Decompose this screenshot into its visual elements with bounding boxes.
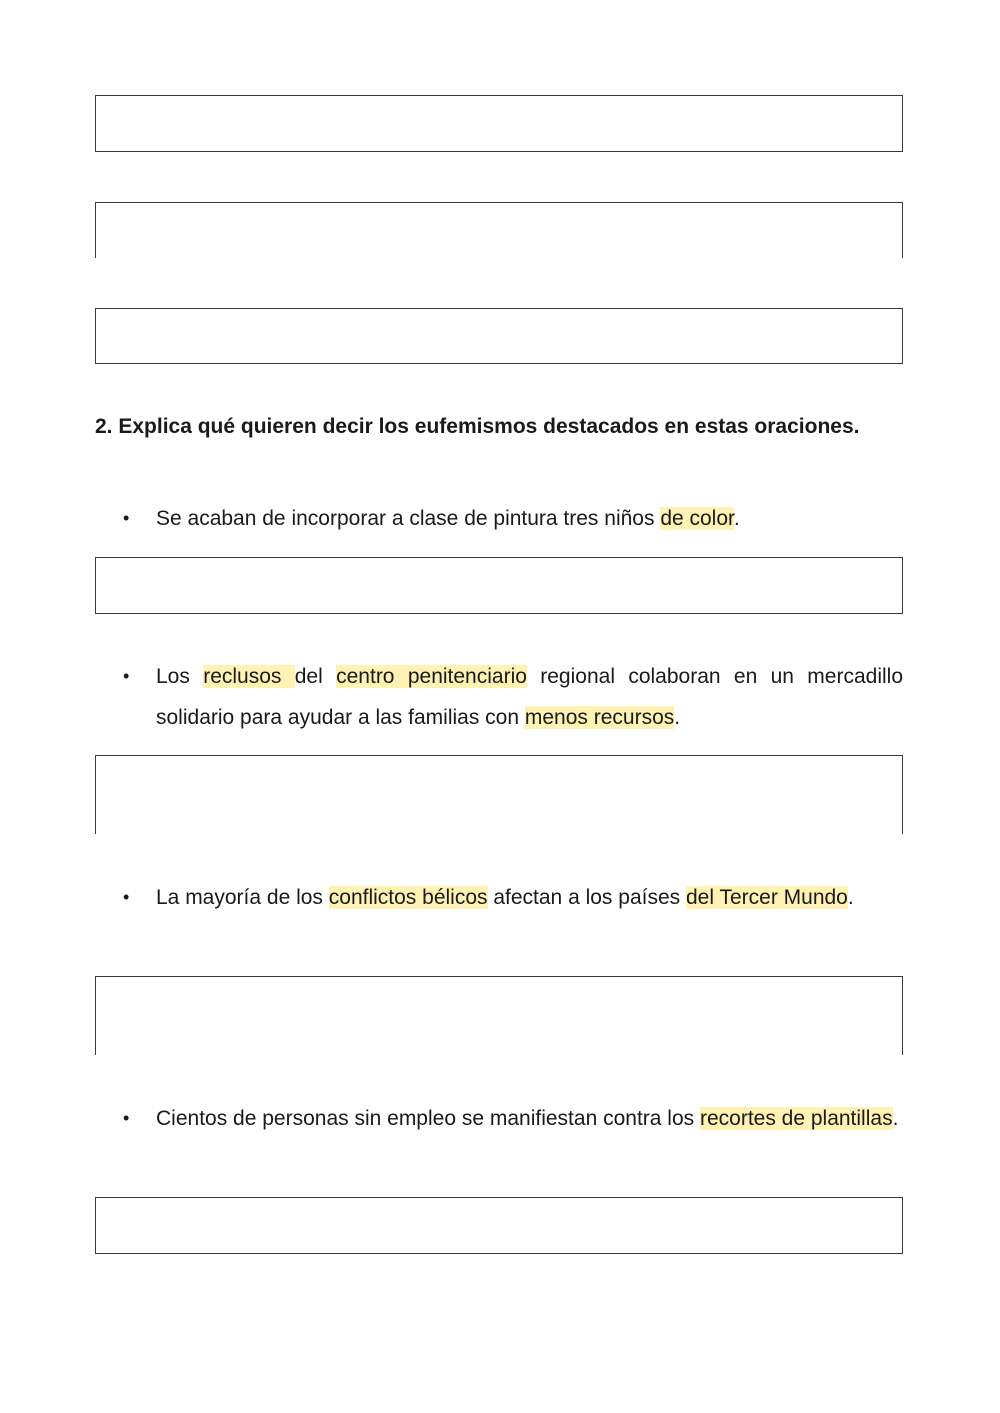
highlighted-euphemism: conflictos bélicos: [328, 886, 488, 909]
sentence-text: Cientos de personas sin empleo se manifiestan contra los: [156, 1107, 700, 1130]
item-sentence-2: [156, 656, 903, 738]
sentence-text: La mayoría de los: [156, 886, 329, 909]
answer-box-2[interactable]: [95, 202, 903, 258]
answer-box-4[interactable]: [95, 557, 903, 614]
item-sentence-3: [156, 877, 903, 918]
sentence-text: .: [733, 507, 740, 530]
highlighted-euphemism: recortes de plantillas: [699, 1107, 893, 1130]
answer-box-6[interactable]: [95, 976, 903, 1055]
sentence-text: del: [294, 665, 337, 688]
highlighted-euphemism: reclusos: [203, 665, 295, 688]
answer-box-5[interactable]: [95, 755, 903, 834]
highlighted-euphemism: de color: [660, 507, 734, 530]
sentence-text: .: [674, 706, 681, 729]
sentence-text: .: [847, 886, 854, 909]
highlighted-euphemism: menos recursos: [524, 706, 675, 729]
sentence-text: afectan a los países: [487, 886, 686, 909]
bullet-3: •: [123, 887, 130, 907]
sentence-text: Se acaban de incorporar a clase de pintura tres niños: [156, 507, 661, 530]
item-sentence-4: [156, 1098, 903, 1139]
sentence-text: Los: [156, 665, 204, 688]
item-sentence-1: [156, 498, 903, 539]
highlighted-euphemism: del Tercer Mundo: [685, 886, 848, 909]
answer-box-7[interactable]: [95, 1197, 903, 1254]
answer-box-3[interactable]: [95, 308, 903, 364]
answer-box-1[interactable]: [95, 95, 903, 152]
sentence-text: regional colaboran en un mercadillo solidario para ayudar a las familias con: [156, 665, 904, 729]
bullet-4: •: [123, 1108, 130, 1128]
bullet-1: •: [123, 508, 130, 528]
highlighted-euphemism: centro penitenciario: [336, 665, 527, 688]
question-title: 2. Explica qué quieren decir los eufemismos destacados en estas oraciones.: [95, 415, 860, 438]
sentence-text: .: [892, 1107, 899, 1130]
bullet-2: •: [123, 666, 130, 686]
